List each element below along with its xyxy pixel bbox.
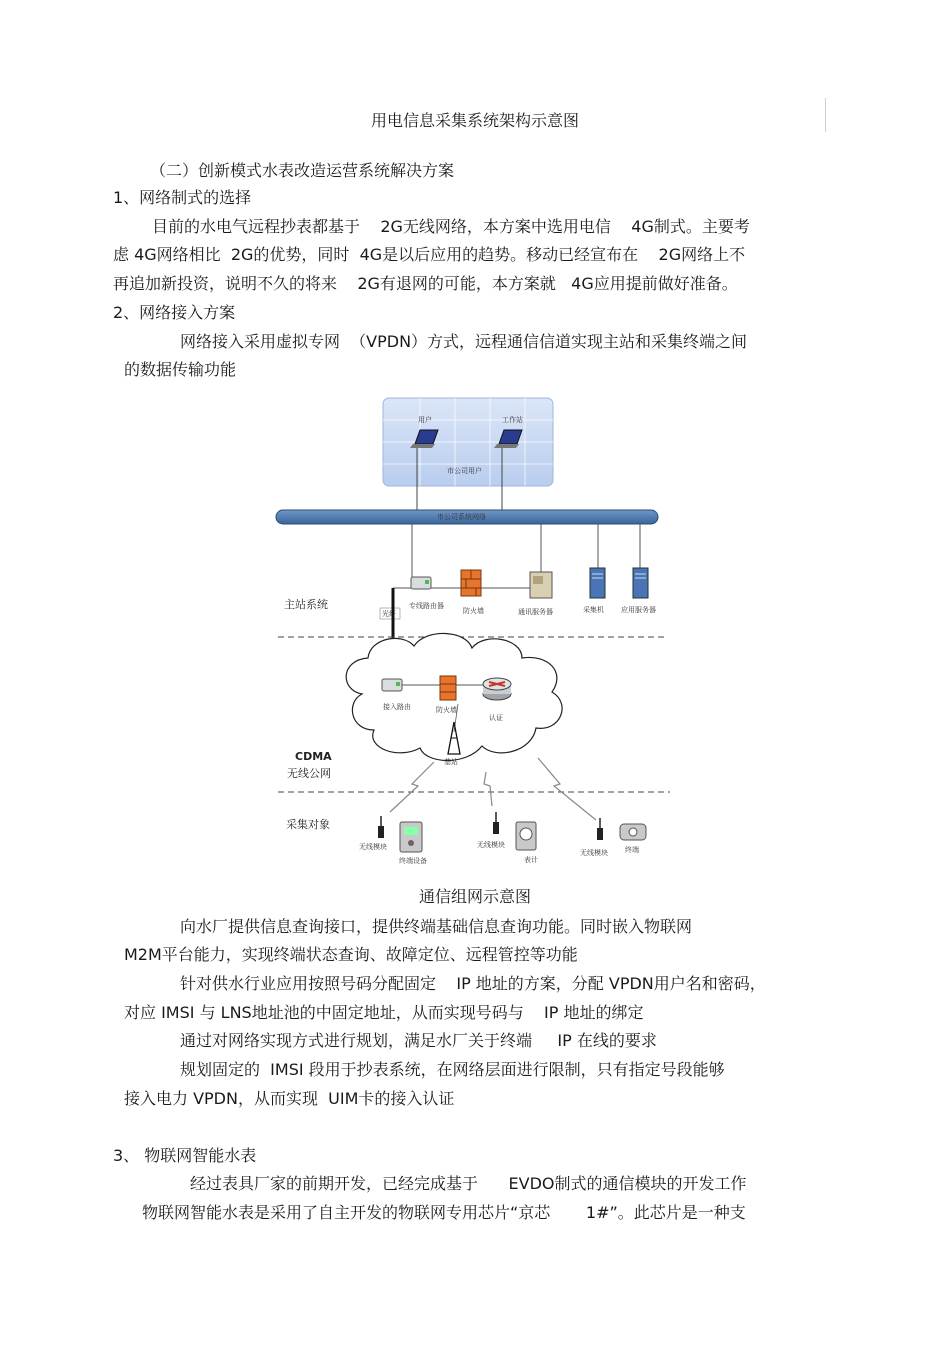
firewall2-label: 防火墙 <box>436 706 457 714</box>
wireless-module1-label: 无线模块 <box>359 843 387 851</box>
firewall-icon <box>461 570 481 596</box>
s1-title: 1、网络制式的选择 <box>113 188 252 207</box>
server-icon <box>530 572 552 598</box>
base-station-label: 基站 <box>444 758 458 766</box>
dedicated-router-label: 专线路由器 <box>409 602 444 610</box>
workstation-label: 工作站 <box>502 416 523 424</box>
master-station-label: 主站系统 <box>284 598 328 611</box>
s2b-para-line: 对应 IMSI 与 LNS地址池的中固定地址，从而实现号码与 IP 地址的绑定 <box>124 1003 644 1022</box>
water-meter-icon <box>516 822 536 850</box>
comm-server-label: 通讯服务器 <box>518 608 553 616</box>
s1-para-line: 再追加新投资，说明不久的将来 2G有退网的可能，本方案就 4G应用提前做好准备。 <box>113 274 738 293</box>
s1-para-line: 虑 4G网络相比 2G的优势，同时 4G是以后应用的趋势。移动已经宣布在 2G网络上不 <box>113 245 746 264</box>
app-server-icon <box>633 568 648 598</box>
s2b-para-line: M2M平台能力，实现终端状态查询、故障定位、远程管控等功能 <box>124 945 578 964</box>
wireless-module2-label: 无线模块 <box>477 841 505 849</box>
s2b-para-line: 规划固定的 IMSI 段用于抄表系统，在网络层面进行限制，只有指定号段能够 <box>180 1060 725 1079</box>
s2b-para-line: 向水厂提供信息查询接口，提供终端基础信息查询功能。同时嵌入物联网 <box>180 917 693 936</box>
terminal-device-label: 终端设备 <box>399 857 427 865</box>
s2b-para-line: 针对供水行业应用按照号码分配固定 IP 地址的方案，分配 VPDN用户名和密码， <box>180 974 766 993</box>
antenna-icon <box>493 812 499 834</box>
s1-para-line: 目前的水电气远程抄表都基于 2G无线网络，本方案中选用电信 4G制式。主要考 <box>152 217 750 236</box>
user-label: 用户 <box>418 416 432 424</box>
fiber-label: 光纤 <box>382 610 396 618</box>
terminal-label: 终端 <box>625 846 639 854</box>
access-router-icon <box>382 679 402 691</box>
meter-label: 表计 <box>524 856 538 864</box>
wireless-public-label: 无线公网 <box>287 767 331 780</box>
city-user-panel <box>383 398 553 486</box>
collection-target-label: 采集对象 <box>286 818 330 831</box>
collector-server-icon <box>590 568 605 598</box>
access-router-label: 接入路由 <box>383 703 411 711</box>
antenna-icon <box>378 816 384 838</box>
firewall-label: 防火墙 <box>463 607 484 615</box>
s3-title: 3、 物联网智能水表 <box>113 1146 257 1165</box>
s3-para-line: 经过表具厂家的前期开发，已经完成基于 EVDO制式的通信模块的开发工作 <box>190 1174 747 1193</box>
s2-para-line: 的数据传输功能 <box>124 360 237 379</box>
city-users-label: 市公司用户 <box>447 467 482 475</box>
city-network-label: 市公司系统网络 <box>437 513 486 521</box>
auth-router-icon <box>483 678 511 700</box>
router-icon <box>411 577 431 589</box>
s3-para-line: 物联网智能水表是采用了自主开发的物联网专用芯片“京芯 1#”。此芯片是一种支 <box>142 1203 746 1222</box>
network-diagram <box>270 392 680 872</box>
antenna-icon <box>597 818 603 840</box>
s2b-para-line: 接入电力 VPDN，从而实现 UIM卡的接入认证 <box>124 1089 455 1108</box>
terminal-device-icon <box>400 822 422 852</box>
diagram-caption: 通信组网示意图 <box>418 887 531 906</box>
terminal-icon <box>620 824 646 840</box>
firewall-icon <box>440 676 456 700</box>
cdma-label: CDMA <box>295 750 332 763</box>
s2-title: 2、网络接入方案 <box>113 303 236 322</box>
s2-para-line: 网络接入采用虚拟专网 （VPDN）方式，远程通信信道实现主站和采集终端之间 <box>180 332 748 351</box>
s2b-para-line: 通过对网络实现方式进行规划，满足水厂关于终端 IP 在线的要求 <box>180 1031 657 1050</box>
top-caption: 用电信息采集系统架构示意图 <box>370 111 579 130</box>
wireless-module3-label: 无线模块 <box>580 849 608 857</box>
city-network-pipe <box>276 510 658 524</box>
collector-label: 采集机 <box>583 606 604 614</box>
auth-label: 认证 <box>489 714 503 722</box>
section-heading: （二）创新模式水表改造运营系统解决方案 <box>150 161 455 180</box>
app-server-label: 应用服务器 <box>621 606 656 614</box>
